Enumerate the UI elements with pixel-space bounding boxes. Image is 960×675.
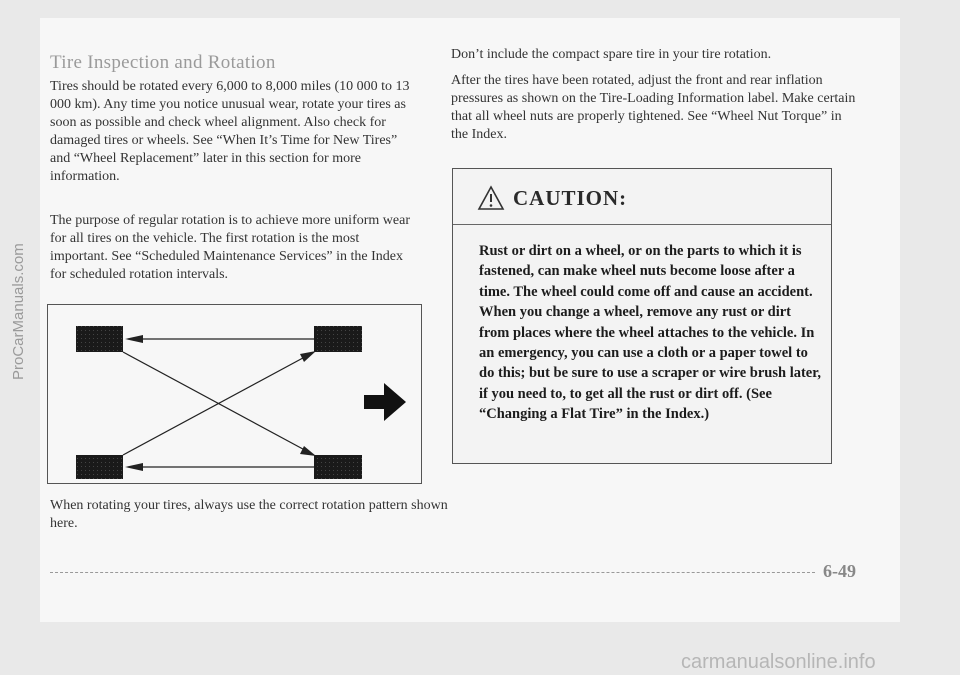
rear-left-tire: [76, 455, 123, 479]
side-watermark: ProCarManuals.com: [10, 243, 27, 380]
diagram-caption: When rotating your tires, always use the correct rotation pattern shown here.: [50, 498, 448, 531]
section-heading: Tire Inspection and Rotation: [50, 52, 276, 73]
rear-right-tire: [314, 455, 362, 479]
arrowhead-diagonal-1: [300, 446, 316, 456]
bottom-watermark: carmanualsonline.info: [681, 651, 876, 673]
front-left-tire: [76, 326, 123, 352]
caution-title: CAUTION:: [513, 186, 628, 210]
front-right-tire: [314, 326, 362, 352]
arrowhead-rear: [125, 463, 143, 471]
arrowhead-front: [125, 335, 143, 343]
inflation-paragraph: After the tires have been rotated, adjust the front and rear inflation pressures as shown on the Tire-Loading Information label. Make certain that all wheel nuts are properly tightened. See “Wheel Nut Torque” in the Index.: [451, 73, 856, 142]
page-number: 6-49: [823, 561, 856, 581]
caution-box: [452, 168, 832, 464]
rotation-interval-paragraph: Tires should be rotated every 6,000 to 8,000 miles (10 000 to 13 000 km). Any time you notice unusual wear, rotate your tires as soon as possible and check wheel alignment. Also check for damaged tires or wheels. See “When It’s Time for New Tires” and “Wheel Replacement” later in this section for more information.: [50, 79, 410, 184]
warning-triangle-icon: [477, 185, 505, 211]
rotation-purpose-paragraph: The purpose of regular rotation is to achieve more uniform wear for all tires on the vehicle. The first rotation is the most important. See “Scheduled Maintenance Services” in the Index for scheduled rotation intervals.: [50, 213, 410, 282]
footer-rule: [50, 572, 815, 574]
spare-tire-note: Don’t include the compact spare tire in your tire rotation.: [451, 47, 772, 62]
caution-header: [453, 169, 831, 225]
forward-direction-icon: [364, 383, 406, 421]
tire-rotation-diagram: [47, 304, 422, 484]
caution-text: Rust or dirt on a wheel, or on the parts to which it is fastened, can make wheel nuts become loose after a time. The wheel could come off and cause an accident. When you change a wheel, remove any rust or dirt from places where the wheel attaches to the vehicle. In an emergency, you can use a cloth or a paper towel to do this; but be sure to use a scraper or wire brush later, if you need to, to get all the rust or dirt off. (See “Changing a Flat Tire” in the Index.): [479, 243, 821, 423]
arrowhead-diagonal-2: [300, 351, 316, 362]
